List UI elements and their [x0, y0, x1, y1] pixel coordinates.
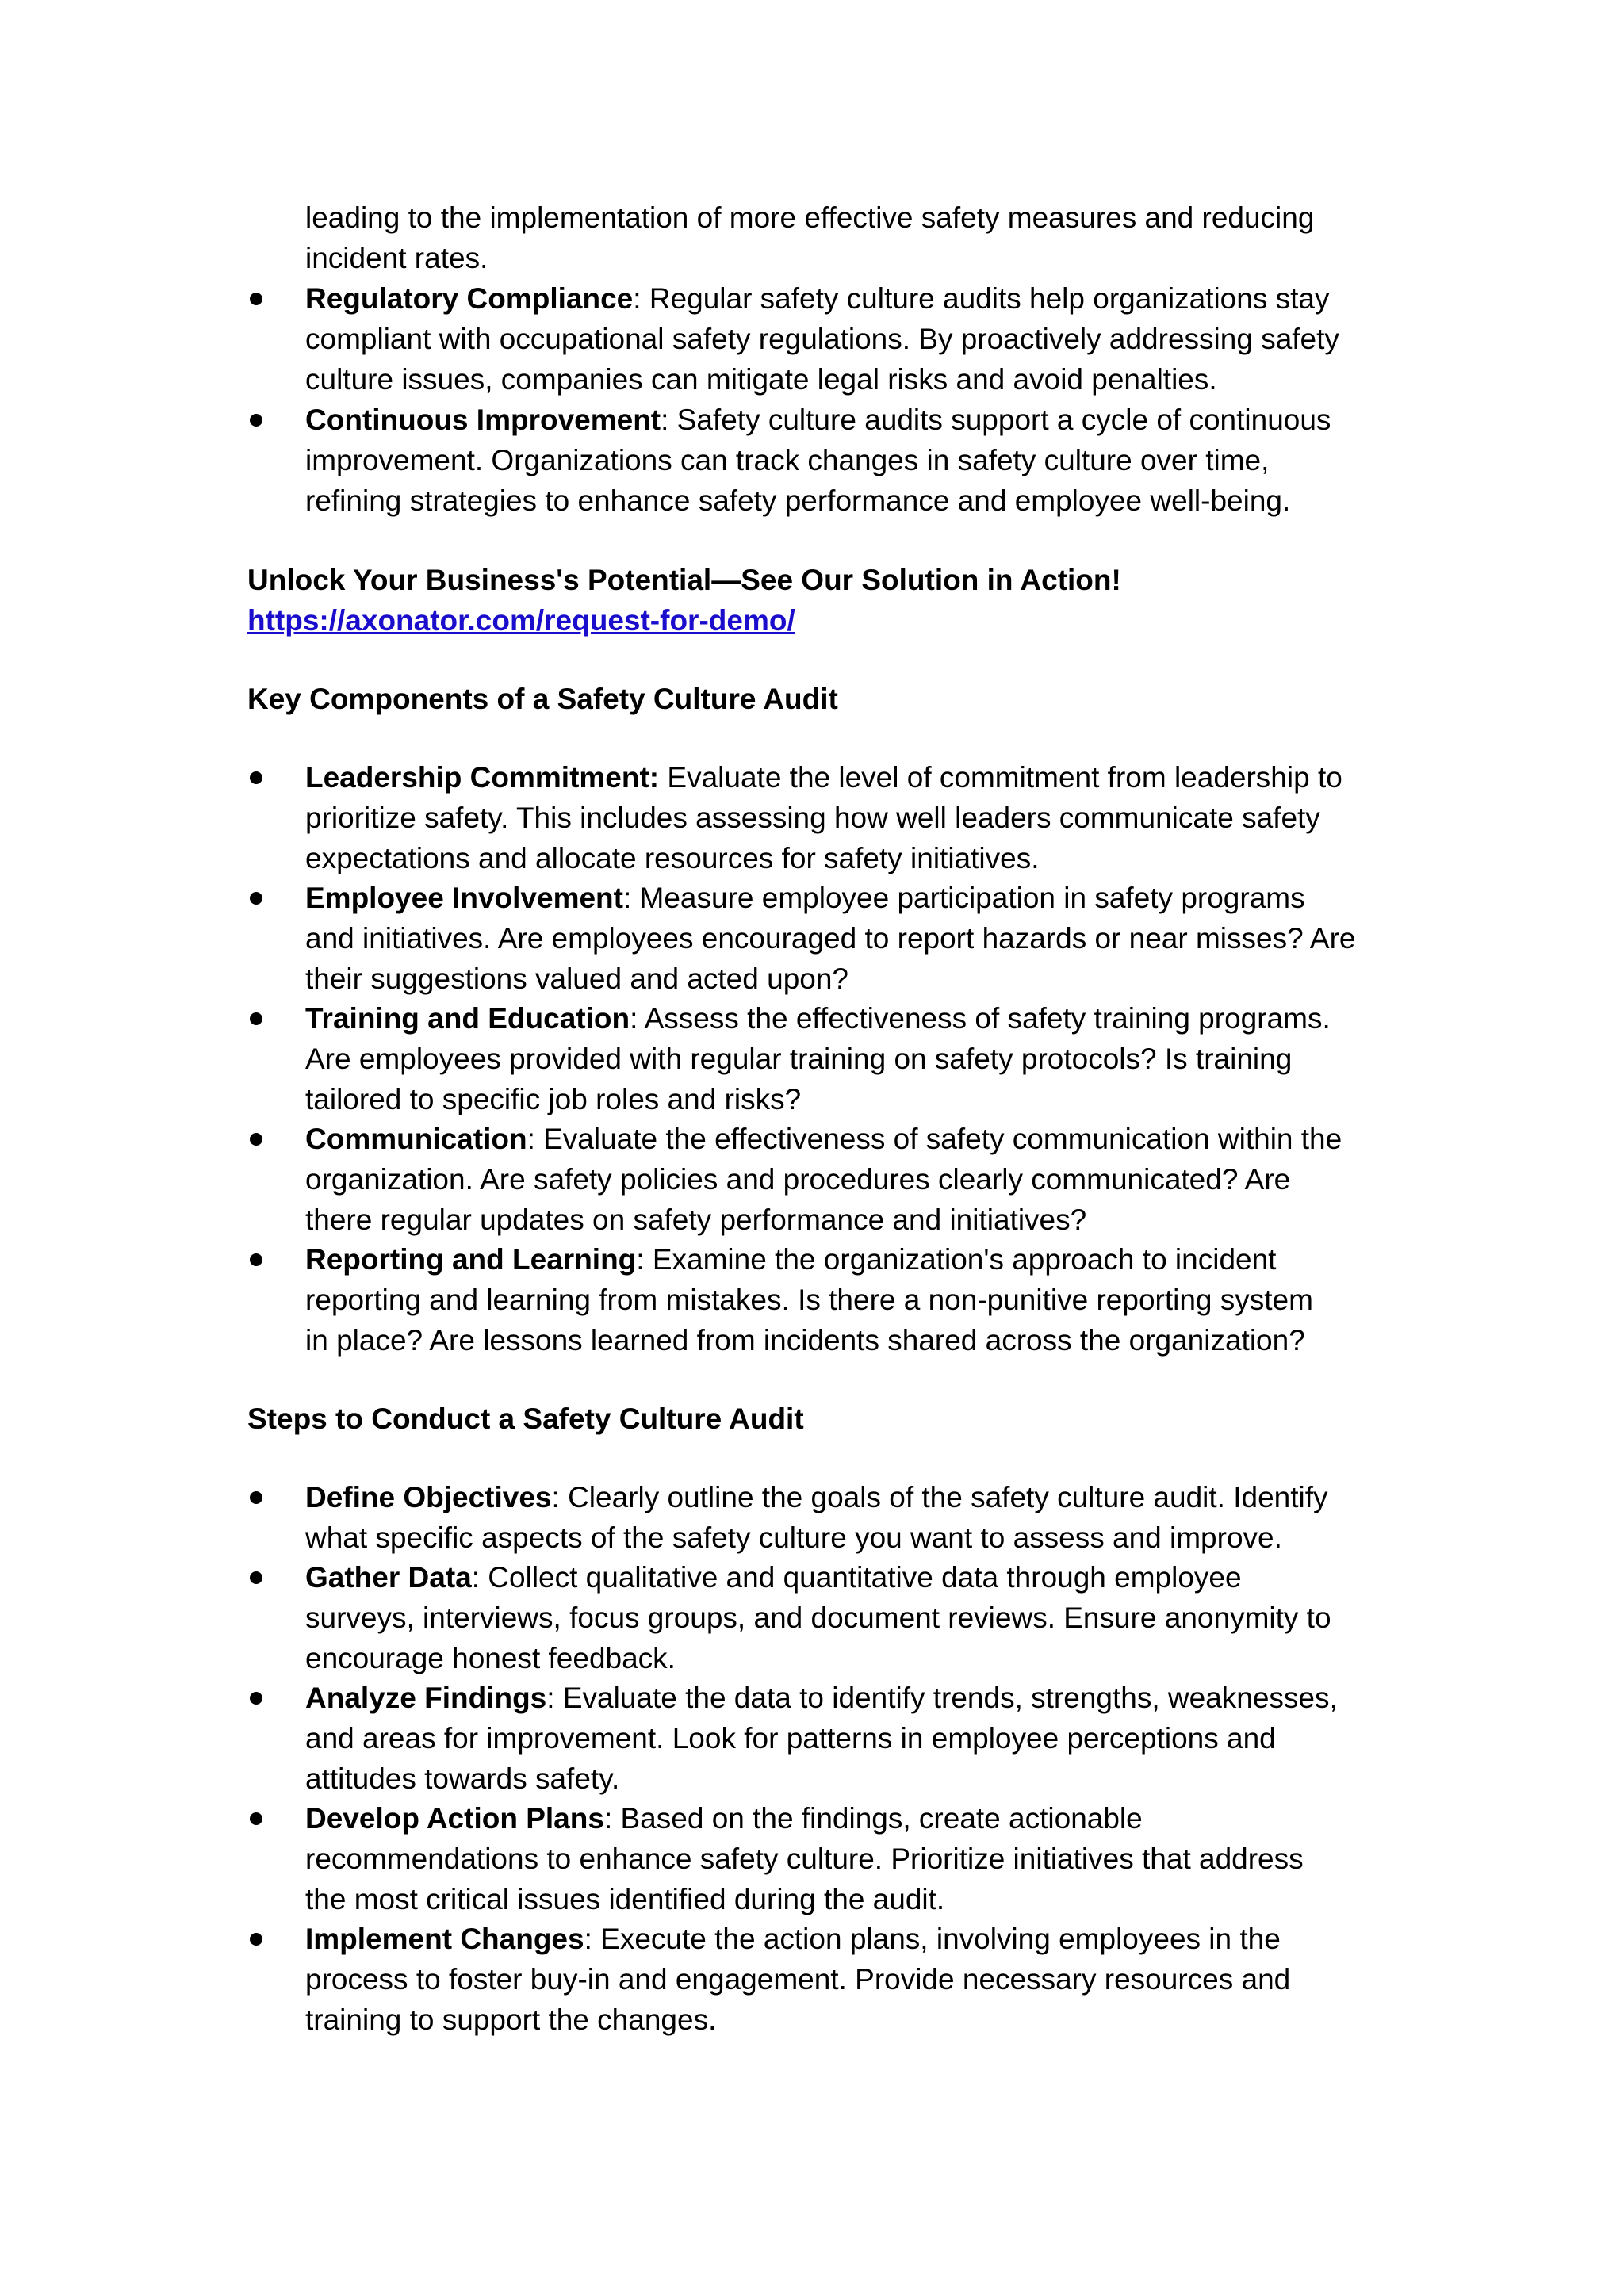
- item-text: there regular updates on safety performance and initiatives?: [305, 1203, 1087, 1236]
- item-text: Based on the findings, create actionable: [612, 1802, 1143, 1835]
- demo-link[interactable]: https://axonator.com/request-for-demo/: [247, 604, 795, 637]
- item-text: Regular safety culture audits help organizations stay: [641, 282, 1330, 315]
- item-text: training to support the changes.: [305, 2003, 717, 2036]
- section-heading: Steps to Conduct a Safety Culture Audit: [247, 1402, 804, 1435]
- bullet-icon: [250, 771, 262, 784]
- item-text: reporting and learning from mistakes. Is there a non-punitive reporting system: [305, 1284, 1313, 1316]
- bullet-icon: [250, 892, 262, 905]
- item-title: Analyze Findings: [305, 1682, 547, 1714]
- item-text: in place? Are lessons learned from incidents shared across the organization?: [305, 1324, 1305, 1357]
- item-text: improvement. Organizations can track changes in safety culture over time,: [305, 444, 1270, 476]
- bullet-icon: [250, 1491, 262, 1504]
- item-text: attitudes towards safety.: [305, 1762, 620, 1795]
- item-title: Leadership Commitment:: [305, 761, 660, 794]
- item-text: expectations and allocate resources for safety initiatives.: [305, 842, 1040, 874]
- item-text: Execute the action plans, involving employees in the: [592, 1923, 1281, 1955]
- item-text: Clearly outline the goals of the safety culture audit. Identify: [559, 1481, 1328, 1513]
- item-text: and areas for improvement. Look for patterns in employee perceptions and: [305, 1722, 1276, 1755]
- bullet-icon: [250, 1692, 262, 1705]
- item-title: Communication: [305, 1123, 527, 1155]
- bullet-icon: [250, 414, 262, 427]
- item-title: Develop Action Plans: [305, 1802, 604, 1835]
- item-text: and initiatives. Are employees encouraged to report hazards or near misses? Are: [305, 922, 1356, 955]
- item-title: Employee Involvement: [305, 882, 623, 914]
- item-title: Define Objectives: [305, 1481, 552, 1513]
- item-text: Examine the organization's approach to incident: [644, 1243, 1277, 1276]
- item-text: the most critical issues identified during the audit.: [305, 1883, 945, 1915]
- bullet-icon: [250, 1933, 262, 1946]
- item-text: Evaluate the data to identify trends, strengths, weaknesses,: [554, 1682, 1338, 1714]
- item-text: prioritize safety. This includes assessing how well leaders communicate safety: [305, 802, 1320, 834]
- bullet-icon: [250, 1253, 262, 1266]
- bullet-icon: [250, 1812, 262, 1825]
- paragraph-line: incident rates.: [305, 242, 488, 274]
- document-page: leading to the implementation of more effective safety measures and reducing incident rates. Regulatory Compliance: Regular safety culture audits help organizations stay compliant with occupational safety regulations. By proactively addressing safety culture issues, companies can mitigate legal risks and avoid penalties. Continuous Improvement: Safety culture audits support a cycle of continuous improvement. Organizations can track changes in safety culture over time, refining strategies to enhance safety performance and employee well-being. Unlock Your Business's Potential—See Our Solution in Action! https://axonator.com/request-for-demo/ Key Components of a Safety Culture Audit Leadership Commitment: Evaluate the level of commitment from leadership to prioritize safety. This includes assessing how well leaders communicate safety expectations and allocate resources for safety initiatives. Employee Involvement: Measure employee participation in safety programs and initiatives. Are employees encouraged to report hazards or near misses? Are their suggestions valued and acted upon? Training and Education: Assess the effectiveness of safety training programs. Are employees provided with regular training on safety protocols? Is training tailored to specific job roles and risks? Communication: Evaluate the effectiveness of safety communication within the organization. Are safety policies and procedures clearly communicated? Are there regular updates on safety performance and initiatives? Reporting and Learning: Examine the organization's approach to incident reporting and learning from mistakes. Is there a non-punitive reporting system in place? Are lessons learned from incidents shared across the organization? Steps to Conduct a Safety Culture Audit Define Objectives: Clearly outline the goals of the safety culture audit. Identify what specific aspects of the safety culture you want to assess and improve. Gather Data: Collect qualitative and quantitative data through employee surveys, interviews, focus groups, and document reviews. Ensure anonymity to encourage honest feedback. Analyze Findings: Evaluate the data to identify trends, strengths, weaknesses, and areas for improvement. Look for patterns in employee perceptions and attitudes towards safety. Develop Action Plans: Based on the findings, create actionable recommendations to enhance safety culture. Prioritize initiatives that address the most critical issues identified during the audit. Implement Changes: Execute the action plans, involving employees in the process to foster buy-in and engagement. Provide necessary resources and training to support the changes.: [0, 0, 1624, 2296]
- item-text: their suggestions valued and acted upon?: [305, 962, 849, 995]
- item-title: Gather Data: [305, 1561, 472, 1594]
- bullet-icon: [250, 1571, 262, 1584]
- bullet-icon: [250, 293, 262, 305]
- item-text: Evaluate the effectiveness of safety communication within the: [534, 1123, 1342, 1155]
- item-title: Reporting and Learning: [305, 1243, 637, 1276]
- item-title: Regulatory Compliance: [305, 282, 634, 315]
- item-text: Collect qualitative and quantitative data through employee: [480, 1561, 1242, 1594]
- bullet-icon: [250, 1012, 262, 1025]
- item-text: compliant with occupational safety regulations. By proactively addressing safety: [305, 323, 1339, 355]
- item-text: Evaluate the level of commitment from leadership to: [659, 761, 1342, 794]
- item-text: organization. Are safety policies and procedures clearly communicated? Are: [305, 1163, 1291, 1196]
- item-title: Continuous Improvement: [305, 404, 661, 436]
- section-heading: Key Components of a Safety Culture Audit: [247, 683, 838, 715]
- item-text: tailored to specific job roles and risks?: [305, 1083, 802, 1115]
- item-text: Safety culture audits support a cycle of continuous: [668, 404, 1331, 436]
- item-text: recommendations to enhance safety culture. Prioritize initiatives that address: [305, 1843, 1304, 1875]
- item-text: Are employees provided with regular training on safety protocols? Is training: [305, 1043, 1293, 1075]
- item-text: encourage honest feedback.: [305, 1642, 676, 1674]
- item-text: culture issues, companies can mitigate legal risks and avoid penalties.: [305, 363, 1217, 396]
- item-text: process to foster buy-in and engagement. Provide necessary resources and: [305, 1963, 1291, 1996]
- intro-continuation: [305, 197, 1415, 278]
- item-text: surveys, interviews, focus groups, and document reviews. Ensure anonymity to: [305, 1601, 1331, 1634]
- cta-text: Unlock Your Business's Potential—See Our Solution in Action!: [247, 564, 1121, 596]
- item-title: Implement Changes: [305, 1923, 584, 1955]
- bullet-icon: [250, 1133, 262, 1146]
- item-text: refining strategies to enhance safety performance and employee well-being.: [305, 484, 1291, 517]
- item-text: what specific aspects of the safety culture you want to assess and improve.: [305, 1521, 1282, 1554]
- item-text: Measure employee participation in safety programs: [631, 882, 1305, 914]
- item-title: Training and Education: [305, 1002, 630, 1035]
- item-text: Assess the effectiveness of safety training programs.: [638, 1002, 1331, 1035]
- paragraph-line: leading to the implementation of more effective safety measures and reducing: [305, 201, 1315, 234]
